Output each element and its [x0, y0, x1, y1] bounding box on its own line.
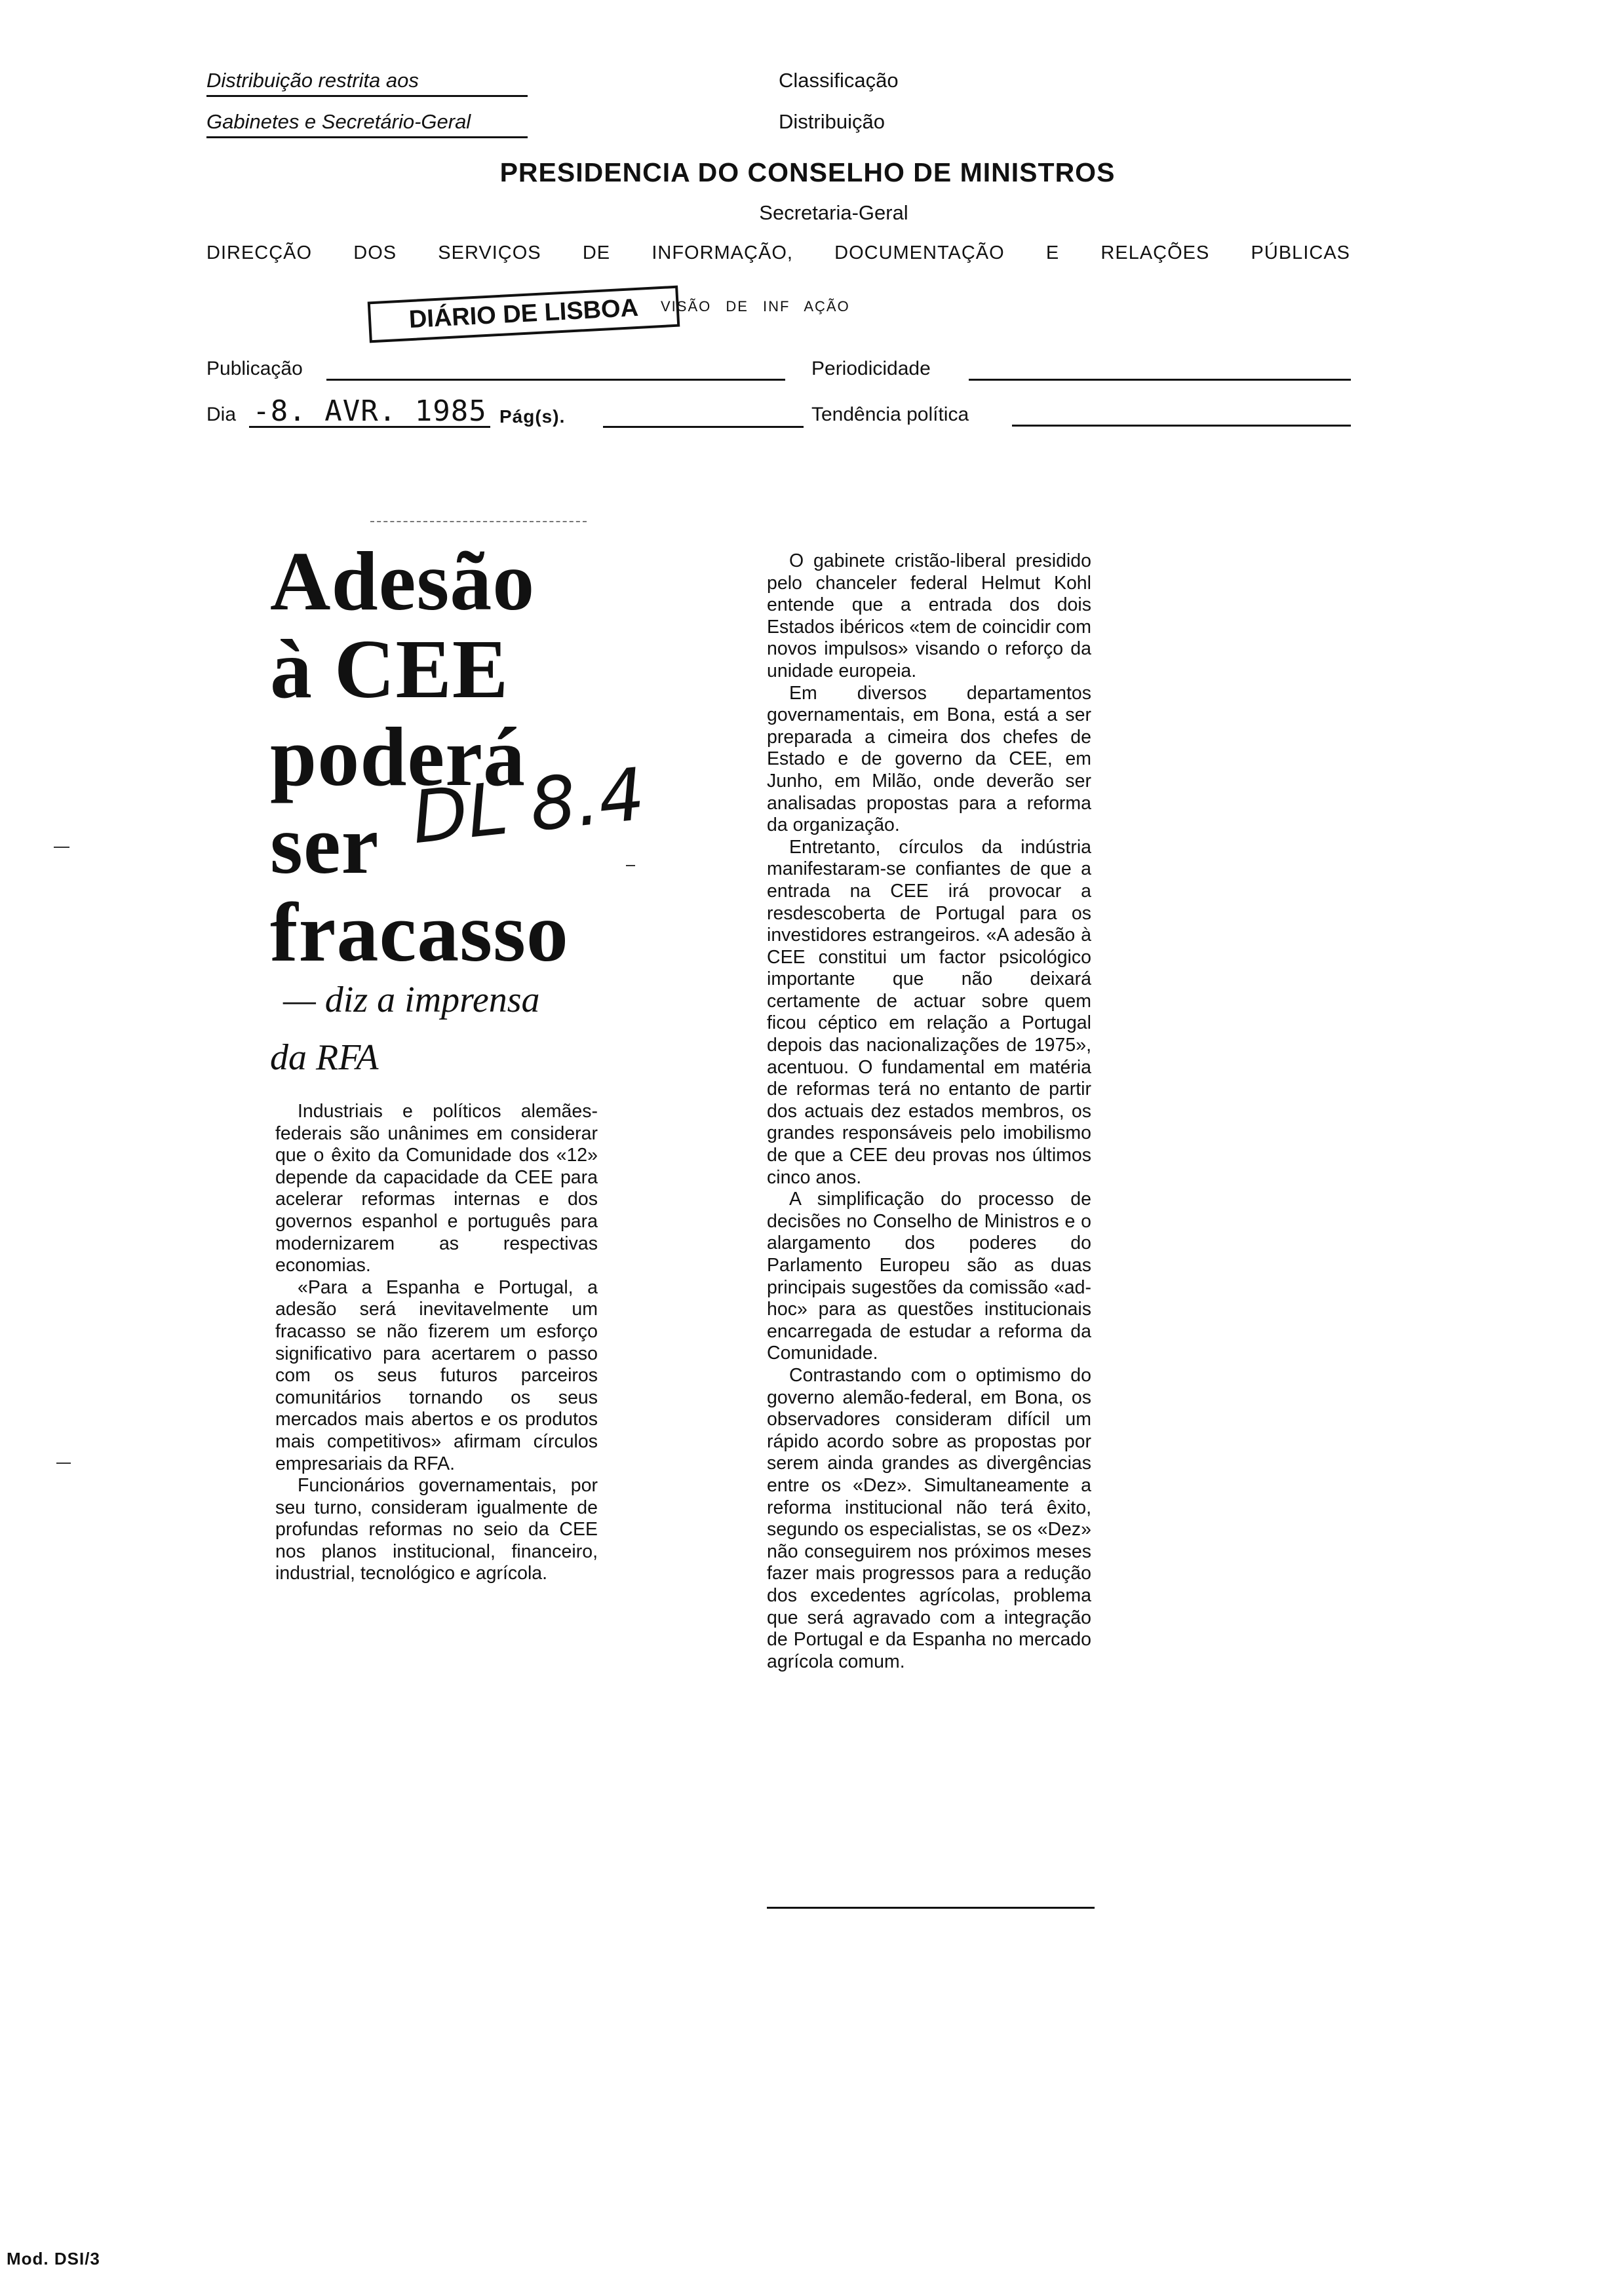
- tendencia-label: Tendência política: [811, 404, 969, 425]
- org-title: PRESIDENCIA DO CONSELHO DE MINISTROS: [499, 157, 1116, 187]
- tendencia-field: [1012, 425, 1351, 427]
- headline: [270, 535, 569, 979]
- periodicidade-field: [969, 379, 1351, 381]
- dia-label: Dia: [206, 404, 237, 425]
- dia-field: [249, 426, 490, 428]
- headline-subtitle-2: da RFA: [270, 1037, 379, 1078]
- right-paragraph-3: Entretanto, círculos da indústria manifestaram-se confiantes de que a entrada na CEE irá provocar a resdescoberta de Portugal para os investidores estrangeiros. «A adesão à CEE constitui um factor psicológico importante que não deixará certamente de actuar sobre quem ficou céptico em relação a Portugal depois das nacionalizações de 1975», acentuou. O fundamental em matéria de reformas terá no entanto de partir dos actuais dez estados membros, os grandes responsáveis pelo imobilismo de que a CEE deu provas nos últimos cinco anos.: [767, 836, 1091, 1188]
- article-end-rule: [767, 1907, 1095, 1909]
- org-subtitle: Secretaria-Geral: [759, 201, 908, 224]
- scan-mark: [54, 847, 69, 848]
- headline-line-5: fracasso: [270, 886, 569, 979]
- scan-mark: [56, 1463, 71, 1464]
- left-paragraph-3: Funcionários governamentais, por seu turno, consideram igualmente de profundas reformas no seio da CEE nos planos institucional, financeiro, industrial, tecnológico e agrícola.: [275, 1475, 598, 1584]
- headline-subtitle-1: — diz a imprensa: [283, 980, 540, 1020]
- classificacao-label: Classificação: [779, 69, 899, 92]
- divisao-line: VISÃO DE INF AÇÃO: [661, 298, 850, 315]
- periodicidade-label: Periodicidade: [811, 358, 931, 379]
- scan-mark: [626, 865, 635, 866]
- right-paragraph-1: O gabinete cristão-liberal presidido pelo chanceler federal Helmut Kohl entende que a entrada dos dois Estados ibéricos «tem de coincidir com novos impulsos» visando o reforço da unidade europeia.: [767, 550, 1091, 681]
- right-paragraph-4: A simplificação do processo de decisões no Conselho de Ministros e o alargamento dos poderes do Parlamento Europeu são as duas principais sugestões da comissão «ad-hoc» para as questões institucionais encarregada de estudar a reforma da Comunidade.: [767, 1189, 1091, 1364]
- publicacao-label: Publicação: [206, 358, 303, 379]
- form-code: Mod. DSI/3: [7, 2249, 100, 2268]
- article-right-column: [767, 550, 1091, 1673]
- headline-line-3: poderá: [270, 710, 526, 803]
- headline-top-rule: [370, 521, 587, 522]
- article-left-column: [275, 1101, 598, 1585]
- restricted-distribution-line2: Gabinetes e Secretário-Geral: [206, 110, 528, 138]
- newspaper-stamp: DIÁRIO DE LISBOA: [368, 286, 680, 343]
- publicacao-field: [326, 379, 785, 381]
- handwritten-annotation: DL 8.4: [408, 752, 649, 860]
- headline-line-1: Adesão: [270, 535, 535, 628]
- direccao-line: DIRECÇÃO DOS SERVIÇOS DE INFORMAÇÃO, DOCUMENTAÇÃO E RELAÇÕES PÚBLICAS: [206, 242, 1350, 263]
- distribuicao-label: Distribuição: [779, 110, 885, 133]
- left-paragraph-2: «Para a Espanha e Portugal, a adesão será inevitavelmente um fracasso se não fizerem um esforço significativo para acertarem o passo com os seus futuros parceiros comunitários tornando os seus mercados mais abertos e os produtos mais competitivos» afirmam círculos empresariais da RFA.: [275, 1276, 598, 1474]
- pags-label: Pág(s).: [499, 406, 566, 427]
- right-paragraph-2: Em diversos departamentos governamentais, em Bona, está a ser preparada a cimeira dos chefes de Estado e de governo da CEE, em Junho, em Milão, onde deverão ser analisadas propostas para a reforma da organização.: [767, 682, 1091, 836]
- restricted-distribution-line1: Distribuição restrita aos: [206, 69, 528, 97]
- dia-value: -8. AVR. 1985: [252, 394, 487, 428]
- pags-field: [603, 426, 804, 428]
- headline-line-4: ser: [270, 798, 379, 891]
- headline-line-2: à CEE: [270, 622, 509, 716]
- left-paragraph-1: Industriais e políticos alemães-federais são unânimes em considerar que o êxito da Comunidade dos «12» depende da capacidade da CEE para acelerar reformas internas e dos governos espanhol e português para modernizarem as respectivas economias.: [275, 1101, 598, 1276]
- right-paragraph-5: Contrastando com o optimismo do governo alemão-federal, em Bona, os observadores consideram difícil um rápido acordo sobre as propostas por serem ainda grandes as divergências entre os «Dez». Simultaneamente a reforma institucional não terá êxito, segundo os especialistas, se os «Dez» não conseguirem nos próximos meses fazer mais progressos para a redução dos excedentes agrícolas, problema que será agravado com a integração de Portugal e da Espanha no mercado agrícola comum.: [767, 1364, 1091, 1672]
